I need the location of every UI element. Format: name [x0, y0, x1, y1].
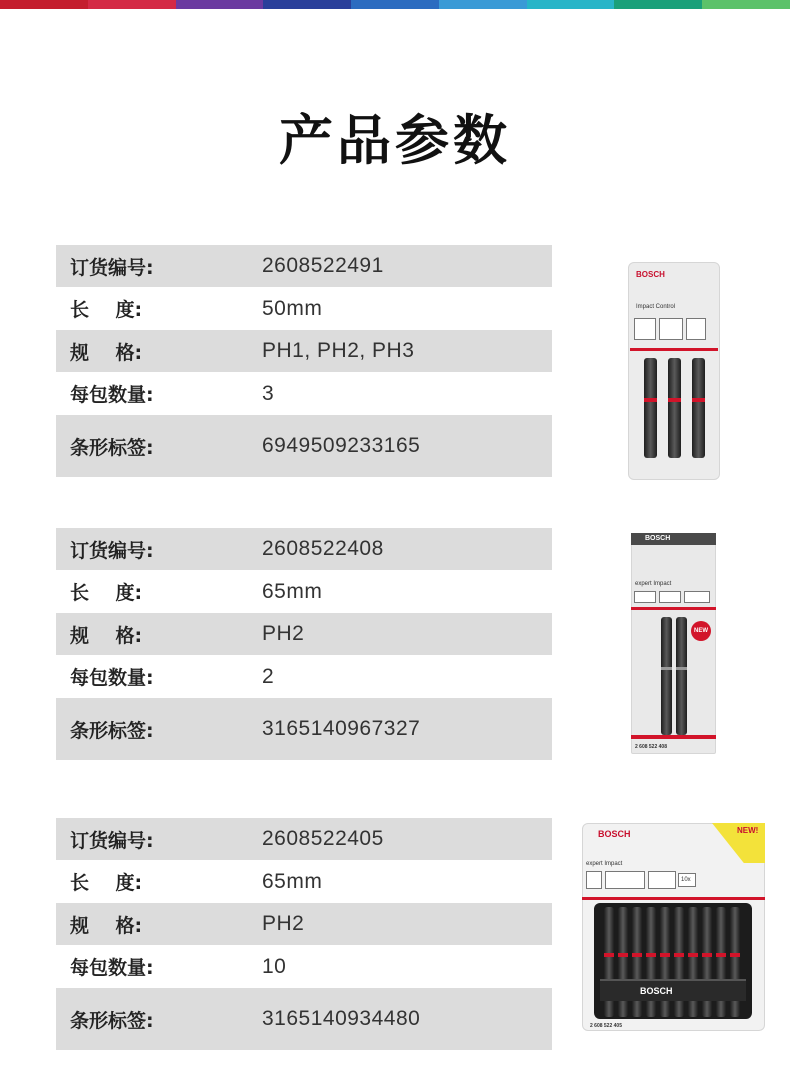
spec-label: 订货编号:	[70, 539, 154, 562]
spec-label: 每包数量:	[70, 957, 154, 979]
info-box	[659, 318, 683, 340]
spec-label: 条形标签:	[70, 436, 154, 459]
spec-row-order-number	[56, 245, 552, 287]
info-box	[648, 871, 676, 889]
info-box	[659, 591, 681, 603]
spec-label: 每包数量:	[70, 667, 154, 689]
color-segment	[0, 0, 88, 9]
spec-label: 长 度:	[70, 299, 143, 321]
driver-bit	[668, 358, 681, 458]
driver-bit	[692, 358, 705, 458]
red-stripe	[631, 735, 716, 739]
bosch-logo: BOSCH	[598, 829, 631, 839]
spec-row-quantity	[56, 655, 552, 698]
spec-label: 条形标签:	[70, 719, 154, 742]
spec-table-2	[56, 528, 552, 760]
product-line-label: Impact Control	[636, 304, 676, 310]
spec-table-3	[56, 818, 552, 1050]
spec-row-order-number	[56, 528, 552, 570]
color-segment	[88, 0, 176, 9]
info-box	[686, 318, 706, 340]
spec-value: 65mm	[262, 579, 323, 603]
product-image-2	[631, 533, 717, 755]
spec-row-order-number	[56, 818, 552, 860]
spec-row-spec	[56, 903, 552, 945]
spec-row-length	[56, 287, 552, 330]
spec-value: 3165140967327	[262, 717, 421, 740]
article-code: 2 608 522 408	[635, 744, 667, 750]
bosch-logo: BOSCH	[645, 535, 671, 542]
red-stripe	[631, 607, 716, 610]
bosch-logo: BOSCH	[636, 270, 665, 279]
color-segment	[439, 0, 527, 9]
info-box	[634, 591, 656, 603]
spec-label: 规 格:	[70, 624, 143, 647]
color-segment	[263, 0, 351, 9]
spec-value: PH1, PH2, PH3	[262, 339, 415, 362]
info-box	[586, 871, 602, 889]
spec-value: PH2	[262, 912, 305, 935]
driver-bit	[661, 617, 672, 735]
page-title: 产品参数	[279, 109, 511, 172]
spec-row-quantity	[56, 945, 552, 988]
spec-value: 2608522405	[262, 827, 384, 850]
holder-band	[600, 979, 746, 1001]
spec-row-spec	[56, 613, 552, 655]
product-image-3	[582, 823, 767, 1033]
product-line-label: expert Impact	[635, 581, 672, 587]
spec-row-barcode	[56, 698, 552, 760]
color-segment	[176, 0, 264, 9]
spec-value: 6949509233165	[262, 434, 421, 457]
spec-value: 50mm	[262, 296, 323, 320]
info-box	[684, 591, 710, 603]
color-segment	[702, 0, 790, 9]
spec-row-barcode	[56, 988, 552, 1050]
spec-row-barcode	[56, 415, 552, 477]
color-segment	[614, 0, 702, 9]
spec-value: 3	[262, 381, 275, 405]
driver-bit	[676, 617, 687, 735]
product-image-1	[626, 262, 722, 482]
spec-value: 65mm	[262, 869, 323, 893]
new-label: NEW!	[737, 826, 759, 835]
red-stripe	[630, 348, 718, 351]
spec-label: 条形标签:	[70, 1009, 154, 1032]
spec-value: PH2	[262, 622, 305, 645]
spec-label: 订货编号:	[70, 829, 154, 852]
bosch-logo: BOSCH	[640, 986, 673, 996]
red-stripe	[582, 897, 765, 900]
article-code: 2 608 522 405	[590, 1023, 622, 1029]
spec-table-1	[56, 245, 552, 477]
spec-value: 2608522491	[262, 254, 384, 277]
spec-row-length	[56, 570, 552, 613]
pack-count-box	[678, 873, 696, 887]
blister-card	[631, 533, 716, 754]
pack-count: 10x	[681, 877, 691, 883]
spec-label: 长 度:	[70, 582, 143, 604]
info-box	[634, 318, 656, 340]
info-box	[605, 871, 645, 889]
spec-label: 规 格:	[70, 341, 143, 364]
spec-row-quantity	[56, 372, 552, 415]
brand-band	[631, 533, 716, 545]
spec-value: 2	[262, 664, 275, 688]
top-color-bar	[0, 0, 790, 9]
driver-bit	[644, 358, 657, 458]
spec-label: 规 格:	[70, 914, 143, 937]
new-badge: NEW	[691, 621, 711, 641]
spec-row-length	[56, 860, 552, 903]
spec-value: 10	[262, 954, 287, 978]
spec-label: 长 度:	[70, 872, 143, 894]
color-segment	[351, 0, 439, 9]
spec-label: 每包数量:	[70, 384, 154, 406]
spec-label: 订货编号:	[70, 256, 154, 279]
spec-row-spec	[56, 330, 552, 372]
product-line-label: expert Impact	[586, 861, 623, 867]
spec-value: 2608522408	[262, 537, 384, 560]
color-segment	[527, 0, 615, 9]
spec-value: 3165140934480	[262, 1007, 421, 1030]
